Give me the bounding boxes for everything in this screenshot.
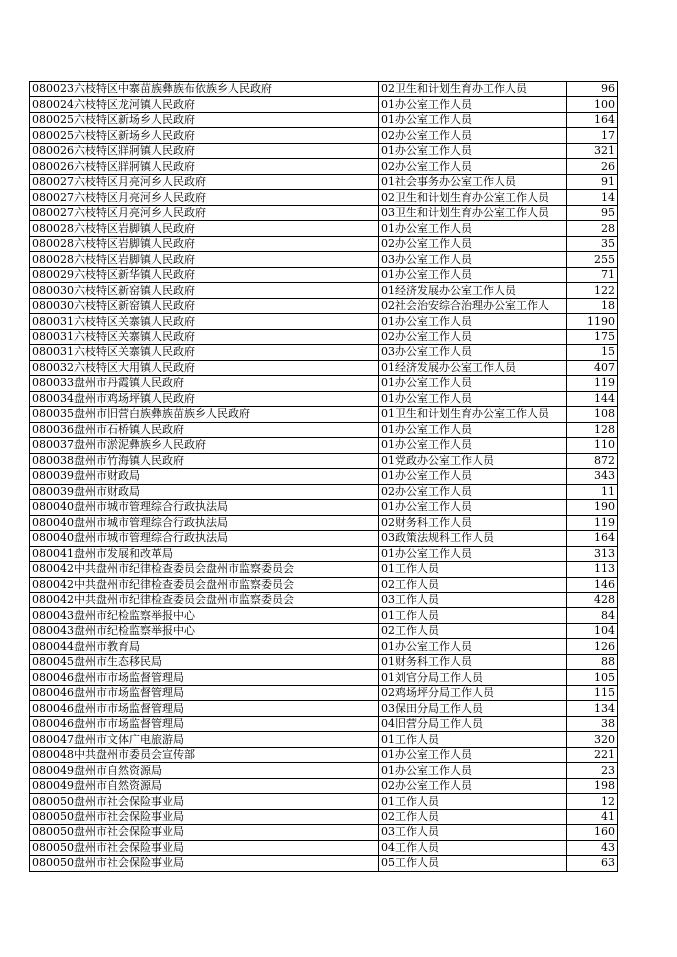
count-cell: 190: [567, 500, 618, 515]
count-cell: 91: [567, 174, 618, 189]
table-row: [30, 422, 618, 437]
position-cell: 01经济发展办公室工作人员: [379, 283, 567, 298]
position-cell: 04旧营分局工作人员: [379, 716, 567, 731]
table-row: [30, 236, 618, 251]
table-row: [30, 747, 618, 762]
table-row: [30, 732, 618, 747]
table-row: [30, 376, 618, 391]
employer-cell: 080042中共盘州市纪律检查委员会盘州市监察委员会: [30, 592, 379, 607]
count-cell: 134: [567, 701, 618, 716]
employer-cell: 080046盘州市市场监督管理局: [30, 716, 379, 731]
position-cell: 01工作人员: [379, 562, 567, 577]
position-cell: 01党政办公室工作人员: [379, 453, 567, 468]
position-cell: 01办公室工作人员: [379, 422, 567, 437]
employer-cell: 080047盘州市文体广电旅游局: [30, 732, 379, 747]
employer-cell: 080031六枝特区关寨镇人民政府: [30, 329, 379, 344]
count-cell: 113: [567, 562, 618, 577]
table-row: [30, 763, 618, 778]
position-cell: 01工作人员: [379, 608, 567, 623]
position-cell: 02办公室工作人员: [379, 159, 567, 174]
position-cell: 01办公室工作人员: [379, 500, 567, 515]
count-cell: 164: [567, 112, 618, 127]
employer-cell: 080046盘州市市场监督管理局: [30, 670, 379, 685]
count-cell: 221: [567, 747, 618, 762]
employer-cell: 080040盘州市城市管理综合行政执法局: [30, 515, 379, 530]
position-cell: 03工作人员: [379, 825, 567, 840]
count-cell: 313: [567, 546, 618, 561]
position-cell: 01办公室工作人员: [379, 376, 567, 391]
position-cell: 02办公室工作人员: [379, 484, 567, 499]
table-row: [30, 329, 618, 344]
position-cell: 02卫生和计划生育办工作人员: [379, 82, 567, 97]
count-cell: 104: [567, 623, 618, 638]
table-row: [30, 298, 618, 313]
count-cell: 96: [567, 82, 618, 97]
employer-cell: 080028六枝特区岩脚镇人民政府: [30, 221, 379, 236]
table-row: [30, 97, 618, 112]
employer-cell: 080025六枝特区新场乡人民政府: [30, 112, 379, 127]
count-cell: 119: [567, 515, 618, 530]
employer-cell: 080028六枝特区岩脚镇人民政府: [30, 236, 379, 251]
count-cell: 872: [567, 453, 618, 468]
employer-cell: 080044盘州市教育局: [30, 639, 379, 654]
employer-cell: 080027六枝特区月亮河乡人民政府: [30, 174, 379, 189]
count-cell: 105: [567, 670, 618, 685]
employer-cell: 080028六枝特区岩脚镇人民政府: [30, 252, 379, 267]
employer-cell: 080041盘州市发展和改革局: [30, 546, 379, 561]
count-cell: 100: [567, 97, 618, 112]
position-cell: 01办公室工作人员: [379, 469, 567, 484]
employer-cell: 080030六枝特区新窑镇人民政府: [30, 298, 379, 313]
count-cell: 23: [567, 763, 618, 778]
employer-cell: 080050盘州市社会保险事业局: [30, 856, 379, 871]
table-row: [30, 190, 618, 205]
count-cell: 160: [567, 825, 618, 840]
employer-cell: 080027六枝特区月亮河乡人民政府: [30, 190, 379, 205]
table-row: [30, 515, 618, 530]
count-cell: 407: [567, 360, 618, 375]
position-cell: 02工作人员: [379, 623, 567, 638]
table-body: [30, 82, 618, 872]
position-cell: 01办公室工作人员: [379, 639, 567, 654]
table-row: [30, 500, 618, 515]
count-cell: 122: [567, 283, 618, 298]
position-cell: 03工作人员: [379, 592, 567, 607]
employer-cell: 080026六枝特区牂牁镇人民政府: [30, 159, 379, 174]
table-row: [30, 407, 618, 422]
table-row: [30, 221, 618, 236]
position-cell: 03办公室工作人员: [379, 345, 567, 360]
table-row: [30, 143, 618, 158]
employer-cell: 080031六枝特区关寨镇人民政府: [30, 345, 379, 360]
employer-cell: 080025六枝特区新场乡人民政府: [30, 128, 379, 143]
position-cell: 01办公室工作人员: [379, 438, 567, 453]
employer-cell: 080026六枝特区牂牁镇人民政府: [30, 143, 379, 158]
table-row: [30, 840, 618, 855]
count-cell: 343: [567, 469, 618, 484]
count-cell: 35: [567, 236, 618, 251]
table-row: [30, 701, 618, 716]
position-cell: 01办公室工作人员: [379, 314, 567, 329]
position-cell: 01工作人员: [379, 732, 567, 747]
employer-cell: 080043盘州市纪检监察举报中心: [30, 623, 379, 638]
position-cell: 03办公室工作人员: [379, 252, 567, 267]
count-cell: 28: [567, 221, 618, 236]
position-cell: 02办公室工作人员: [379, 329, 567, 344]
count-cell: 164: [567, 531, 618, 546]
table-row: [30, 252, 618, 267]
position-cell: 01卫生和计划生育办公室工作人员: [379, 407, 567, 422]
position-cell: 03政策法规科工作人员: [379, 531, 567, 546]
count-cell: 26: [567, 159, 618, 174]
position-cell: 05工作人员: [379, 856, 567, 871]
table-row: [30, 484, 618, 499]
count-cell: 15: [567, 345, 618, 360]
position-cell: 02卫生和计划生育办公室工作人员: [379, 190, 567, 205]
employer-cell: 080042中共盘州市纪律检查委员会盘州市监察委员会: [30, 562, 379, 577]
table-row: [30, 314, 618, 329]
count-cell: 146: [567, 577, 618, 592]
employer-cell: 080048中共盘州市委员会宣传部: [30, 747, 379, 762]
table-row: [30, 283, 618, 298]
position-cell: 04工作人员: [379, 840, 567, 855]
position-cell: 01工作人员: [379, 794, 567, 809]
count-cell: 144: [567, 391, 618, 406]
count-cell: 12: [567, 794, 618, 809]
employer-cell: 080050盘州市社会保险事业局: [30, 840, 379, 855]
count-cell: 38: [567, 716, 618, 731]
employer-cell: 080032六枝特区大用镇人民政府: [30, 360, 379, 375]
count-cell: 43: [567, 840, 618, 855]
table-row: [30, 856, 618, 871]
table-row: [30, 716, 618, 731]
table-row: [30, 809, 618, 824]
position-cell: 01办公室工作人员: [379, 391, 567, 406]
employer-cell: 080040盘州市城市管理综合行政执法局: [30, 500, 379, 515]
employer-cell: 080039盘州市财政局: [30, 484, 379, 499]
employer-cell: 080024六枝特区龙河镇人民政府: [30, 97, 379, 112]
table-row: [30, 623, 618, 638]
employer-cell: 080039盘州市财政局: [30, 469, 379, 484]
position-cell: 01社会事务办公室工作人员: [379, 174, 567, 189]
employer-cell: 080046盘州市市场监督管理局: [30, 685, 379, 700]
position-cell: 01财务科工作人员: [379, 654, 567, 669]
employer-cell: 080050盘州市社会保险事业局: [30, 809, 379, 824]
employer-cell: 080040盘州市城市管理综合行政执法局: [30, 531, 379, 546]
count-cell: 115: [567, 685, 618, 700]
table-row: [30, 592, 618, 607]
position-cell: 02办公室工作人员: [379, 236, 567, 251]
position-cell: 02办公室工作人员: [379, 128, 567, 143]
position-cell: 02鸡场坪分局工作人员: [379, 685, 567, 700]
employer-cell: 080050盘州市社会保险事业局: [30, 825, 379, 840]
count-cell: 63: [567, 856, 618, 871]
position-cell: 02工作人员: [379, 577, 567, 592]
employer-cell: 080036盘州市石桥镇人民政府: [30, 422, 379, 437]
table-row: [30, 82, 618, 97]
table-row: [30, 360, 618, 375]
position-cell: 01办公室工作人员: [379, 763, 567, 778]
employer-cell: 080045盘州市生态移民局: [30, 654, 379, 669]
count-cell: 108: [567, 407, 618, 422]
count-cell: 126: [567, 639, 618, 654]
count-cell: 175: [567, 329, 618, 344]
count-cell: 88: [567, 654, 618, 669]
position-cell: 01办公室工作人员: [379, 267, 567, 282]
table-row: [30, 205, 618, 220]
table-row: [30, 608, 618, 623]
employer-cell: 080043盘州市纪检监察举报中心: [30, 608, 379, 623]
table-row: [30, 159, 618, 174]
position-cell: 01办公室工作人员: [379, 112, 567, 127]
position-cell: 03卫生和计划生育办公室工作人员: [379, 205, 567, 220]
table-row: [30, 174, 618, 189]
table-row: [30, 562, 618, 577]
count-cell: 84: [567, 608, 618, 623]
table-row: [30, 654, 618, 669]
count-cell: 17: [567, 128, 618, 143]
employer-cell: 080042中共盘州市纪律检查委员会盘州市监察委员会: [30, 577, 379, 592]
count-cell: 110: [567, 438, 618, 453]
employer-cell: 080049盘州市自然资源局: [30, 778, 379, 793]
table-row: [30, 469, 618, 484]
applicant-count-table: [29, 81, 618, 872]
employer-cell: 080029六枝特区新华镇人民政府: [30, 267, 379, 282]
employer-cell: 080037盘州市淤泥彝族乡人民政府: [30, 438, 379, 453]
count-cell: 321: [567, 143, 618, 158]
position-cell: 02社会治安综合治理办公室工作人: [379, 298, 567, 313]
table-row: [30, 391, 618, 406]
employer-cell: 080023六枝特区中寨苗族彝族布依族乡人民政府: [30, 82, 379, 97]
count-cell: 11: [567, 484, 618, 499]
employer-cell: 080031六枝特区关寨镇人民政府: [30, 314, 379, 329]
table-row: [30, 112, 618, 127]
table-row: [30, 778, 618, 793]
count-cell: 255: [567, 252, 618, 267]
position-cell: 01办公室工作人员: [379, 747, 567, 762]
table-row: [30, 438, 618, 453]
count-cell: 198: [567, 778, 618, 793]
count-cell: 41: [567, 809, 618, 824]
position-cell: 01办公室工作人员: [379, 546, 567, 561]
position-cell: 02办公室工作人员: [379, 778, 567, 793]
position-cell: 01办公室工作人员: [379, 143, 567, 158]
employer-cell: 080050盘州市社会保险事业局: [30, 794, 379, 809]
position-cell: 01办公室工作人员: [379, 221, 567, 236]
table-row: [30, 639, 618, 654]
table-row: [30, 577, 618, 592]
position-cell: 01办公室工作人员: [379, 97, 567, 112]
position-cell: 03保田分局工作人员: [379, 701, 567, 716]
table-row: [30, 825, 618, 840]
count-cell: 428: [567, 592, 618, 607]
employer-cell: 080034盘州市鸡场坪镇人民政府: [30, 391, 379, 406]
table-row: [30, 670, 618, 685]
count-cell: 128: [567, 422, 618, 437]
employer-cell: 080033盘州市丹霞镇人民政府: [30, 376, 379, 391]
employer-cell: 080038盘州市竹海镇人民政府: [30, 453, 379, 468]
employer-cell: 080046盘州市市场监督管理局: [30, 701, 379, 716]
count-cell: 14: [567, 190, 618, 205]
employer-cell: 080035盘州市旧营白族彝族苗族乡人民政府: [30, 407, 379, 422]
employer-cell: 080027六枝特区月亮河乡人民政府: [30, 205, 379, 220]
count-cell: 320: [567, 732, 618, 747]
position-cell: 02工作人员: [379, 809, 567, 824]
position-cell: 01经济发展办公室工作人员: [379, 360, 567, 375]
table-row: [30, 531, 618, 546]
count-cell: 119: [567, 376, 618, 391]
count-cell: 1190: [567, 314, 618, 329]
employer-cell: 080030六枝特区新窑镇人民政府: [30, 283, 379, 298]
table-row: [30, 345, 618, 360]
position-cell: 01刘官分局工作人员: [379, 670, 567, 685]
count-cell: 71: [567, 267, 618, 282]
table-row: [30, 128, 618, 143]
count-cell: 95: [567, 205, 618, 220]
count-cell: 18: [567, 298, 618, 313]
table-row: [30, 267, 618, 282]
table-row: [30, 685, 618, 700]
employer-cell: 080049盘州市自然资源局: [30, 763, 379, 778]
table-row: [30, 794, 618, 809]
position-cell: 02财务科工作人员: [379, 515, 567, 530]
table-row: [30, 453, 618, 468]
table-row: [30, 546, 618, 561]
